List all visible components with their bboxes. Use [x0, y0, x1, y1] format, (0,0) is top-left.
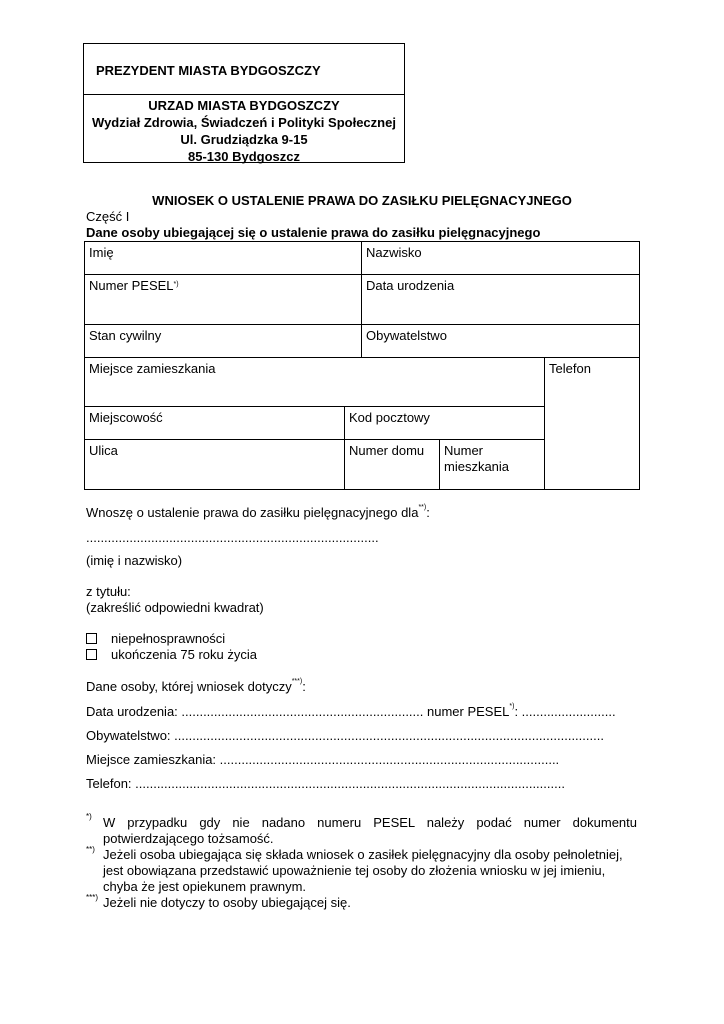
street-label: Ulica — [89, 443, 118, 458]
footnote-1b: potwierdzającego tożsamość. — [103, 831, 274, 846]
disability-label: niepełnosprawności — [111, 631, 226, 646]
president-label: PREZYDENT MIASTA BYDGOSZCZY — [96, 63, 321, 78]
footnote-1a: W przypadku gdy nie nadano numeru PESEL należy podać numer dokumentu — [103, 815, 637, 830]
request-footnote-mark: **) — [418, 504, 427, 511]
apartment-number-label-line1: Numer — [444, 443, 484, 458]
postal-code-field[interactable] — [344, 406, 545, 440]
person-heading-text: Dane osoby, której wniosek dotyczy — [86, 679, 292, 694]
form-title: WNIOSEK O USTALENIE PRAWA DO ZASIŁKU PIELĘGNACYJNEGO — [152, 193, 572, 208]
footnote-3: Jeżeli nie dotyczy to osoby ubiegającej się. — [103, 895, 351, 910]
town-field[interactable] — [84, 406, 345, 440]
footnote-mark-3: ***) — [86, 893, 99, 902]
age-75-label: ukończenia 75 roku życia — [111, 647, 257, 662]
footnote-mark-1: *) — [86, 812, 92, 821]
office-street: Ul. Grudziądzka 9-15 — [180, 132, 308, 147]
office-name: URZAD MIASTA BYDGOSZCZY — [148, 98, 340, 113]
house-number-label: Numer domu — [349, 443, 425, 458]
citizenship-label: Obywatelstwo — [366, 328, 447, 343]
disability-checkbox[interactable] — [86, 633, 97, 644]
pesel-field[interactable] — [84, 274, 362, 325]
last-name-label: Nazwisko — [366, 245, 422, 260]
request-colon: : — [426, 505, 430, 520]
office-city: 85-130 Bydgoszcz — [188, 149, 300, 164]
street-field[interactable] — [84, 439, 345, 490]
phone-field[interactable] — [544, 357, 640, 490]
person-pesel-dots: : .......................... — [514, 704, 616, 719]
last-name-field[interactable] — [361, 241, 640, 275]
birth-date-label: Data urodzenia — [366, 278, 455, 293]
name-hint: (imię i nazwisko) — [86, 553, 183, 568]
first-name-label: Imię — [89, 245, 114, 260]
birth-date-field[interactable] — [361, 274, 640, 325]
person-citizenship-line[interactable]: Obywatelstwo: ....................................................................................................................... — [86, 728, 604, 743]
marital-status-label: Stan cywilny — [89, 328, 162, 343]
pesel-footnote-mark: *) — [173, 281, 179, 288]
person-heading-colon: : — [302, 679, 306, 694]
citizenship-field[interactable] — [361, 324, 640, 358]
apartment-number-field[interactable] — [439, 439, 545, 490]
name-dotted-line[interactable]: ................................................................................. — [86, 530, 379, 545]
option-age — [86, 647, 257, 662]
person-birth-text: Data urodzenia: ................................................................... numer PESEL — [86, 704, 510, 719]
phone-label: Telefon — [549, 361, 591, 376]
office-header-box — [83, 43, 405, 163]
person-residence-line[interactable]: Miejsce zamieszkania: .............................................................................................. — [86, 752, 560, 767]
apartment-number-label-line2: mieszkania — [444, 459, 510, 474]
house-number-field[interactable] — [344, 439, 440, 490]
person-heading-mark: ***) — [291, 678, 303, 685]
section-title: Dane osoby ubiegającej się o ustalenie prawa do zasiłku pielęgnacyjnego — [86, 225, 541, 240]
part-label: Część I — [86, 209, 130, 224]
footnote-2b: jest obowiązana przedstawić upoważnienie tej osoby do złożenia wniosku w jej imieniu, — [103, 863, 606, 878]
first-name-field[interactable] — [84, 241, 362, 275]
reason-hint: (zakreślić odpowiedni kwadrat) — [86, 600, 264, 615]
residence-label: Miejsce zamieszkania — [89, 361, 216, 376]
town-label: Miejscowość — [89, 410, 163, 425]
request-text: Wnoszę o ustalenie prawa do zasiłku pielęgnacyjnego dla — [86, 505, 419, 520]
age-75-checkbox[interactable] — [86, 649, 97, 660]
person-birth-line[interactable] — [86, 704, 616, 719]
option-disability — [86, 631, 225, 646]
pesel-label: Numer PESEL — [89, 278, 174, 293]
marital-status-field[interactable] — [84, 324, 362, 358]
footnote-2c: chyba że jest opiekunem prawnym. — [103, 879, 307, 894]
department-name: Wydział Zdrowia, Świadczeń i Polityki Społecznej — [92, 115, 396, 130]
footnote-2a: Jeżeli osoba ubiegająca się składa wniosek o zasiłek pielęgnacyjny dla osoby pełnoletniej, — [103, 847, 623, 862]
request-line — [86, 505, 430, 520]
person-phone-line[interactable]: Telefon: ....................................................................................................................... — [86, 776, 565, 791]
postal-code-label: Kod pocztowy — [349, 410, 430, 425]
person-pesel-mark: *) — [509, 703, 515, 710]
reason-label: z tytułu: — [86, 584, 131, 599]
residence-field[interactable] — [84, 357, 545, 407]
footnote-mark-2: **) — [86, 845, 95, 854]
person-heading — [86, 679, 306, 694]
